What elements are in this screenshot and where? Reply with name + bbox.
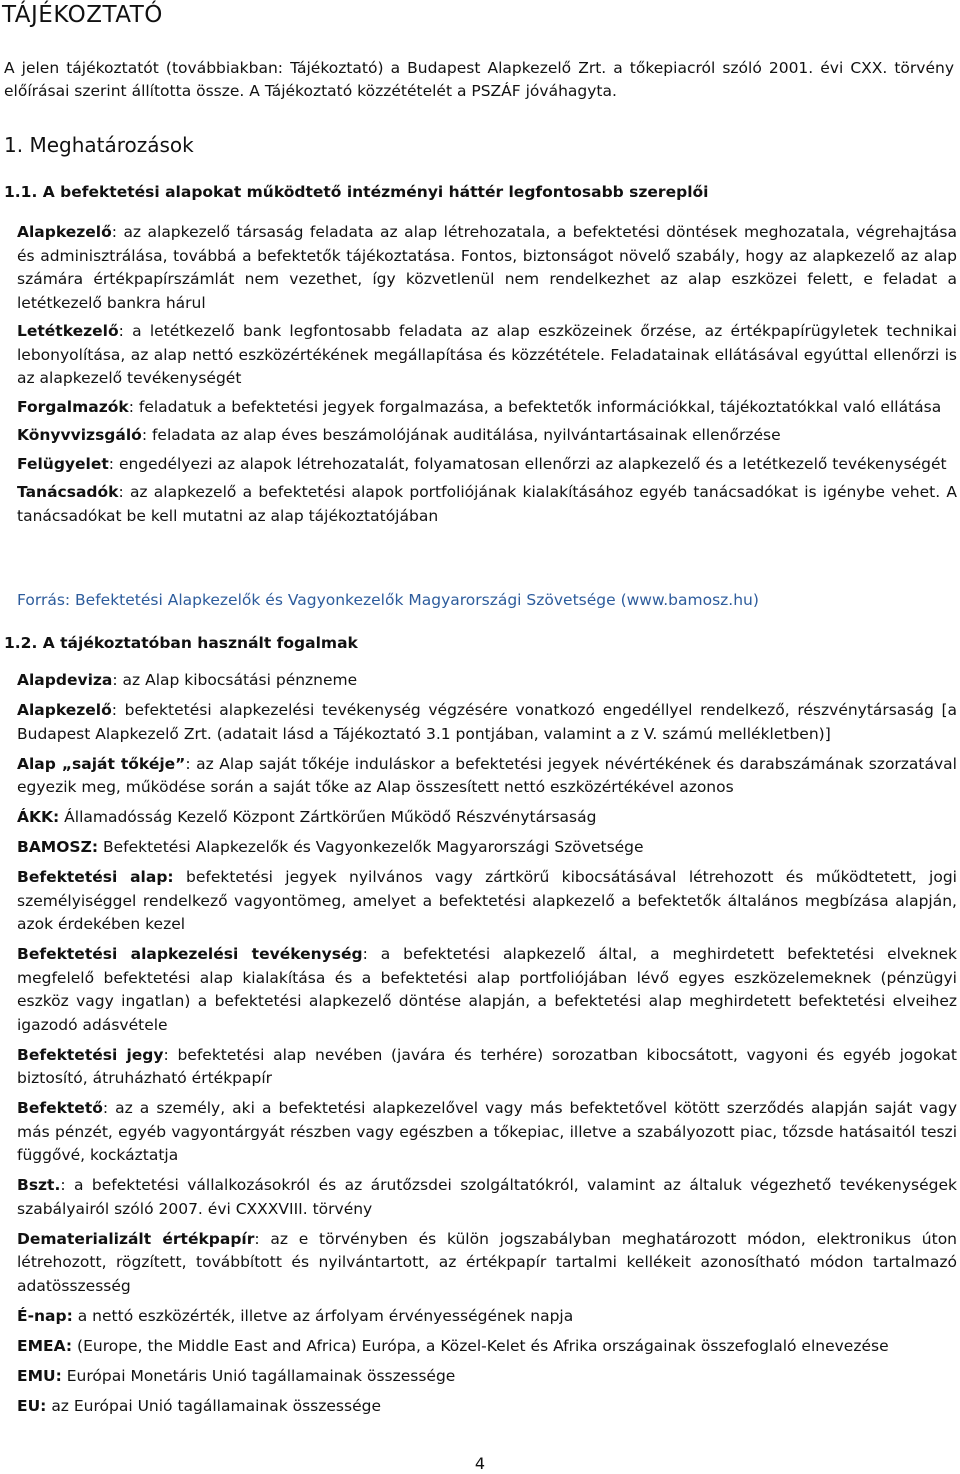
role-item: Forgalmazók: feladatuk a befektetési jegyek forgalmazása, a befektetők információkkal, tájékoztatókkal való ellátása [17, 397, 942, 416]
term-name: BAMOSZ: [17, 838, 99, 856]
role-text: a letétkezelő bank legfontosabb feladata az alap eszközeinek őrzése, az értékpapírügyletek technikai lebonyolítása, az alap nettó eszközértékének megállapítása és közzététele. Feladatainak ellátásával egyúttal ellenőrzi is az alapkezelő tevékenységét [17, 322, 957, 387]
role-text: feladatuk a befektetési jegyek forgalmazása, a befektetők információkkal, tájékoztatókkal való ellátása [138, 397, 942, 416]
role-term: Könyvvizsgáló [17, 426, 142, 444]
term-item [17, 1395, 957, 1419]
term-name: ÁKK: [17, 808, 60, 826]
role-term: Felügyelet [17, 454, 109, 473]
role-item: Alapkezelő: az alapkezelő társaság feladata az alap létrehozatala, a befektetési döntések meghozatala, végrehajtása és adminisztrálása, továbbá a befektetők tájékoztatása. Fontos, biztonságot növelő szabály, hogy az alapkezelő az alap számára értékpapírszámlát nem vezethet, így közvetlenül nem rendelkezhet az alap eszközei felett, e feladat a letétkezelő bankra hárul [17, 223, 958, 312]
role-text: feladata az alap éves beszámolójának auditálása, nyilvántartásainak ellenőrzése [151, 426, 781, 444]
intro-paragraph: A jelen tájékoztatót (továbbiakban: Tájékoztató) a Budapest Alapkezelő Zrt. a tőkepiacról szóló 2001. évi CXX. törvény előírásai szerint állította össze. A Tájékoztató közzétételét a PSZÁF jóváhagyta. [4, 59, 954, 100]
term-item [17, 806, 957, 830]
term-name: Alapkezelő [17, 701, 112, 719]
term-definition: a befektetési alapkezelő által, a meghirdetett befektetési elveknek megfelelő befektetési alap kialakítása és a befektetési alap portfoliójában lévő egyes eszközelemeknek (pénzügyi eszköz vagy ingatlan) a befektetési alapkezelő döntése alapján, a befektetési alap meghirdetett befektetési elveihez igazodó adásvétele [17, 945, 958, 1034]
term-name: EU: [17, 1396, 47, 1415]
term-definition: befektetési jegyek nyilvános vagy zártkörű kibocsátásával létrehozott és működtetett, jogi személyiséggel rendelkező vagyontömeg, amelyet a befektetési alapkezelő a befektetők általános megbízása alapján, azok érdekében kezel [17, 868, 957, 933]
role-item: Tanácsadók: az alapkezelő a befektetési alapok portfoliójának kialakításához egyéb tanácsadókat is igénybe vehet. A tanácsadókat be kell mutatni az alap tájékoztatójában [17, 483, 958, 525]
roles-list [17, 221, 957, 533]
term-name: Dematerializált értékpapír [17, 1229, 255, 1248]
term-name: EMU: [17, 1366, 62, 1385]
term-definition: befektetési alap nevében (javára és terhére) sorozatban kibocsátott, vagyoni és egyéb jogokat biztosító, átruházható értékpapír [17, 1045, 957, 1087]
term-name: Alapdeviza [17, 671, 113, 689]
role-text: az alapkezelő a befektetési alapok portfoliójának kialakításához egyéb tanácsadókat is igénybe vehet. A tanácsadókat be kell mutatni az alap tájékoztatójában [17, 483, 958, 525]
term-name: É-nap: [17, 1306, 73, 1325]
section-heading-1: 1. Meghatározások [4, 133, 194, 157]
term-item: Befektető: az a személy, aki a befektetési alapkezelővel vagy más befektetővel kötött szerződés alapján saját vagy más pénzét, egyéb vagyontárgyát részben vagy egészben a tőkepiac, illetve a szabályozott piac, tőzsde hatásaitól teszi függővé, kockáztatja [17, 1099, 957, 1164]
term-definition: az Alap kibocsátási pénzneme [122, 671, 358, 689]
term-definition: Európai Monetáris Unió tagállamainak összessége [66, 1366, 456, 1385]
terms-list [17, 669, 957, 1425]
term-item [17, 1335, 957, 1359]
term-name: Befektető [17, 1099, 103, 1117]
term-name: Alap „saját tőkéje” [17, 754, 186, 773]
role-item: Felügyelet: engedélyezi az alapok létrehozatalát, folyamatosan ellenőrzi az alapkezelő és a letétkezelő tevékenységét [17, 454, 947, 473]
role-item: Letétkezelő: a letétkezelő bank legfontosabb feladata az alap eszközeinek őrzése, az értékpapírügyletek technikai lebonyolítása, az alap nettó eszközértékének megállapítása és közzététele. Feladatainak ellátásával egyúttal ellenőrzi is az alapkezelő tevékenységét [17, 322, 957, 387]
term-name: EMEA: [17, 1336, 73, 1355]
term-item: Dematerializált értékpapír: az e törvényben és külön jogszabályban meghatározott módon, elektronikus úton létrehozott, rögzített, továbbított és nyilvántartott, az értékpapír tartalmi kellékeit azonosítható módon tartalmazó adatösszesség [17, 1229, 958, 1295]
term-item: Befektetési alapkezelési tevékenység: a befektetési alapkezelő által, a meghirdetett befektetési elveknek megfelelő befektetési alap kialakítása és a befektetési alap portfoliójában lévő egyes eszközelemeknek (pénzügyi eszköz vagy ingatlan) a befektetési alapkezelő döntése alapján, a befektetési alap meghirdetett befektetési elveihez igazodó adásvétele [17, 945, 958, 1034]
subsection-heading-1-1: 1.1. A befektetési alapokat működtető intézményi háttér legfontosabb szereplői [4, 183, 709, 201]
role-text: az alapkezelő társaság feladata az alap létrehozatala, a befektetési döntések meghozatala, végrehajtása és adminisztrálása, továbbá a befektetők tájékoztatása. Fontos, biztonságot növelő szabály, hogy az alapkezelő az alap számára értékpapírszámlát nem vezethet, így közvetlenül nem rendelkezhet az alap eszközei felett, e feladat a letétkezelő bankra hárul [17, 223, 958, 312]
role-term: Alapkezelő [17, 223, 112, 241]
source-note: Forrás: Befektetési Alapkezelők és Vagyonkezelők Magyarországi Szövetsége (www.bamosz.hu) [17, 591, 759, 609]
term-name: Bszt. [17, 1176, 61, 1194]
term-item: Alapkezelő: befektetési alapkezelési tevékenység végzésére vonatkozó engedéllyel rendelkező, részvénytársaság [a Budapest Alapkezelő Zrt. (adatait lásd a Tájékoztató 3.1 pontjában, valamint a z V. számú mellékletben)] [17, 701, 958, 743]
term-item: Alap „saját tőkéje”: az Alap saját tőkéje induláskor a befektetési jegyek névértékének és darabszámának szorzatával egyezik meg, működése során a saját tőke az Alap összesített nettó eszközértékével azonos [17, 754, 957, 796]
term-item [17, 836, 957, 860]
term-item: Befektetési jegy: befektetési alap nevében (javára és terhére) sorozatban kibocsátott, vagyoni és egyéb jogokat biztosító, átruházható értékpapír [17, 1045, 957, 1087]
term-name: Befektetési jegy [17, 1045, 164, 1064]
role-term: Tanácsadók [17, 483, 119, 501]
term-definition: Befektetési Alapkezelők és Vagyonkezelők Magyarországi Szövetsége [102, 838, 644, 856]
term-definition: befektetési alapkezelési tevékenység végzésére vonatkozó engedéllyel rendelkező, részvénytársaság [a Budapest Alapkezelő Zrt. (adatait lásd a Tájékoztató 3.1 pontjában, valamint a z V. számú mellékletben)] [17, 701, 958, 743]
term-definition: (Europe, the Middle East and Africa) Európa, a Közel-Kelet és Afrika országainak összefoglaló elnevezése [77, 1336, 889, 1355]
term-name: Befektetési alap: [17, 868, 174, 886]
term-item: Bszt.: a befektetési vállalkozásokról és az árutőzsdei szolgáltatókról, valamint az általuk végezhető tevékenységek szabályairól szóló 2007. évi CXXXVIII. törvény [17, 1176, 957, 1218]
term-definition: a nettó eszközérték, illetve az árfolyam érvényességének napja [77, 1306, 574, 1325]
term-definition: az e törvényben és külön jogszabályban meghatározott módon, elektronikus úton létrehozott, rögzített, továbbított és nyilvántartott, az értékpapír tartalmi kellékeit azonosítható módon tartalmazó adatösszesség [17, 1229, 958, 1295]
document-title: TÁJÉKOZTATÓ [2, 2, 163, 28]
term-item [17, 866, 957, 937]
term-definition: az Európai Unió tagállamainak összessége [51, 1396, 381, 1415]
term-name: Befektetési alapkezelési tevékenység [17, 945, 363, 963]
term-definition: Államadósság Kezelő Központ Zártkörűen Működő Részvénytársaság [64, 808, 597, 826]
term-definition: az Alap saját tőkéje induláskor a befektetési jegyek névértékének és darabszámának szorzatával egyezik meg, működése során a saját tőke az Alap összesített nettó eszközértékével azonos [17, 754, 957, 796]
term-item [17, 1365, 957, 1389]
term-item: Alapdeviza: az Alap kibocsátási pénzneme [17, 671, 358, 689]
term-item [17, 1305, 957, 1329]
role-term: Forgalmazók [17, 397, 129, 416]
role-item: Könyvvizsgáló: feladata az alap éves beszámolójának auditálása, nyilvántartásainak ellenőrzése [17, 426, 781, 444]
role-term: Letétkezelő [17, 322, 119, 340]
term-definition: a befektetési vállalkozásokról és az árutőzsdei szolgáltatókról, valamint az általuk végezhető tevékenységek szabályairól szóló 2007. évi CXXXVIII. törvény [17, 1176, 957, 1218]
page-number: 4 [474, 1454, 486, 1473]
term-definition: az a személy, aki a befektetési alapkezelővel vagy más befektetővel kötött szerződés alapján saját vagy más pénzét, egyéb vagyontárgyát részben vagy egészben a tőkepiac, illetve a szabályozott piac, tőzsde hatásaitól teszi függővé, kockáztatja [17, 1099, 957, 1164]
role-text: engedélyezi az alapok létrehozatalát, folyamatosan ellenőrzi az alapkezelő és a letétkezelő tevékenységét [118, 454, 947, 473]
subsection-heading-1-2: 1.2. A tájékoztatóban használt fogalmak [4, 634, 358, 652]
